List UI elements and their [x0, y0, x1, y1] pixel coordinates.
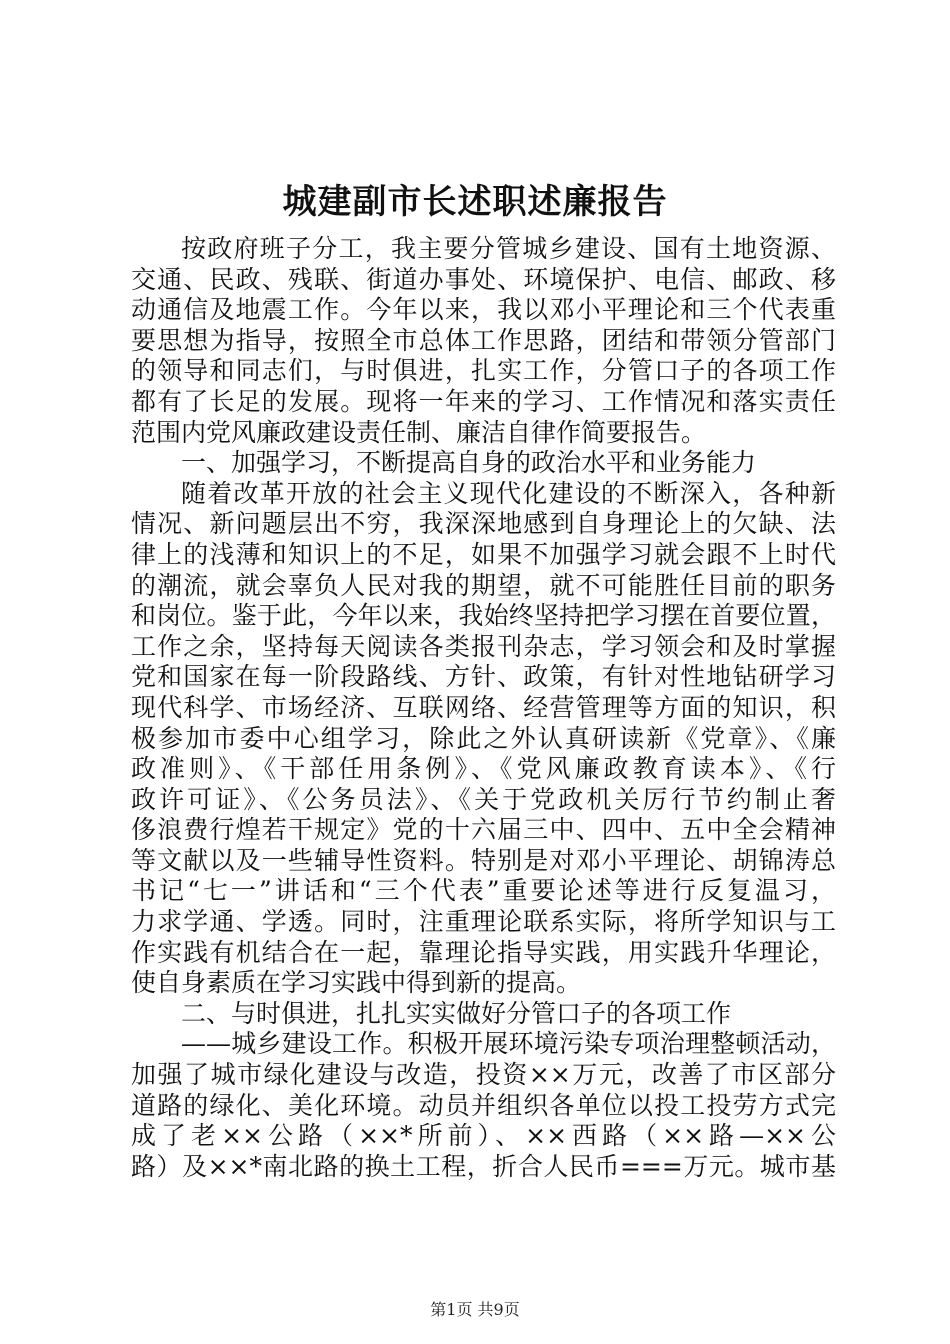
text-line: 要思想为指导，按照全市总体工作思路，团结和带领分管部门 — [131, 325, 836, 355]
text-line: 成了老××公路（××*所前）、××西路（××路—××公 — [131, 1121, 836, 1151]
text-line: 使自身素质在学习实践中得到新的提高。 — [131, 968, 582, 998]
text-line: 的潮流，就会辜负人民对我的期望，就不可能胜任目前的职务 — [131, 570, 836, 600]
text-line: 路）及××*南北路的换土工程，折合人民币===万元。城市基 — [131, 1151, 836, 1181]
text-line: 政准则》、《干部任用条例》、《党风廉政教育读本》、《行 — [131, 754, 836, 784]
text-line: 力求学通、学透。同时，注重理论联系实际，将所学知识与工 — [131, 907, 836, 937]
text-line: 律上的浅薄和知识上的不足，如果不加强学习就会跟不上时代 — [131, 539, 836, 569]
text-line: 政许可证》、《公务员法》、《关于党政机关厉行节约制止奢 — [131, 784, 836, 814]
text-line: 加强了城市绿化建设与改造，投资××万元，改善了市区部分 — [131, 1060, 836, 1090]
text-line: 和岗位。鉴于此，今年以来，我始终坚持把学习摆在首要位置， — [131, 601, 836, 631]
text-line: 现代科学、市场经济、互联网络、经营管理等方面的知识，积 — [131, 692, 836, 722]
text-line: 按政府班子分工，我主要分管城乡建设、国有土地资源、 — [181, 234, 836, 263]
text-line: 书记“七一”讲话和“三个代表”重要论述等进行反复温习， — [131, 876, 836, 906]
text-line: 的领导和同志们，与时俱进，扎实工作，分管口子的各项工作 — [131, 356, 836, 386]
text-line: 动通信及地震工作。今年以来，我以邓小平理论和三个代表重 — [131, 295, 836, 325]
text-line: 范围内党风廉政建设责任制、廉洁自律作简要报告。 — [131, 417, 707, 447]
text-line: 极参加市委中心组学习，除此之外认真研读新《党章》、《廉 — [131, 723, 836, 753]
text-line: ——城乡建设工作。积极开展环境污染专项治理整顿活动， — [181, 1029, 836, 1059]
text-line: 党和国家在每一阶段路线、方针、政策，有针对性地钻研学习 — [131, 662, 836, 692]
text-line: 交通、民政、残联、街道办事处、环境保护、电信、邮政、移 — [131, 264, 836, 294]
text-line: 等文献以及一些辅导性资料。特别是对邓小平理论、胡锦涛总 — [131, 845, 836, 875]
text-line: 都有了长足的发展。现将一年来的学习、工作情况和落实责任 — [131, 386, 836, 416]
section-heading: 二、与时俱进，扎扎实实做好分管口子的各项工作 — [181, 998, 732, 1028]
section-heading: 一、加强学习，不断提高自身的政治水平和业务能力 — [181, 448, 757, 478]
text-line: 侈浪费行煌若干规定》党的十六届三中、四中、五中全会精神 — [131, 815, 836, 845]
text-line: 随着改革开放的社会主义现代化建设的不断深入，各种新 — [181, 478, 836, 508]
page-footer: 第1页 共9页 — [430, 1300, 520, 1319]
text-line: 道路的绿化、美化环境。动员并组织各单位以投工投劳方式完 — [131, 1090, 836, 1120]
text-line: 情况、新问题层出不穷，我深深地感到自身理论上的欠缺、法 — [131, 509, 836, 539]
text-line: 工作之余，坚持每天阅读各类报刊杂志，学习领会和及时掌握 — [131, 631, 836, 661]
document-body — [131, 234, 836, 1182]
text-line: 作实践有机结合在一起，靠理论指导实践，用实践升华理论， — [131, 937, 836, 967]
document-title: 城建副市长述职述廉报告 — [282, 182, 668, 222]
